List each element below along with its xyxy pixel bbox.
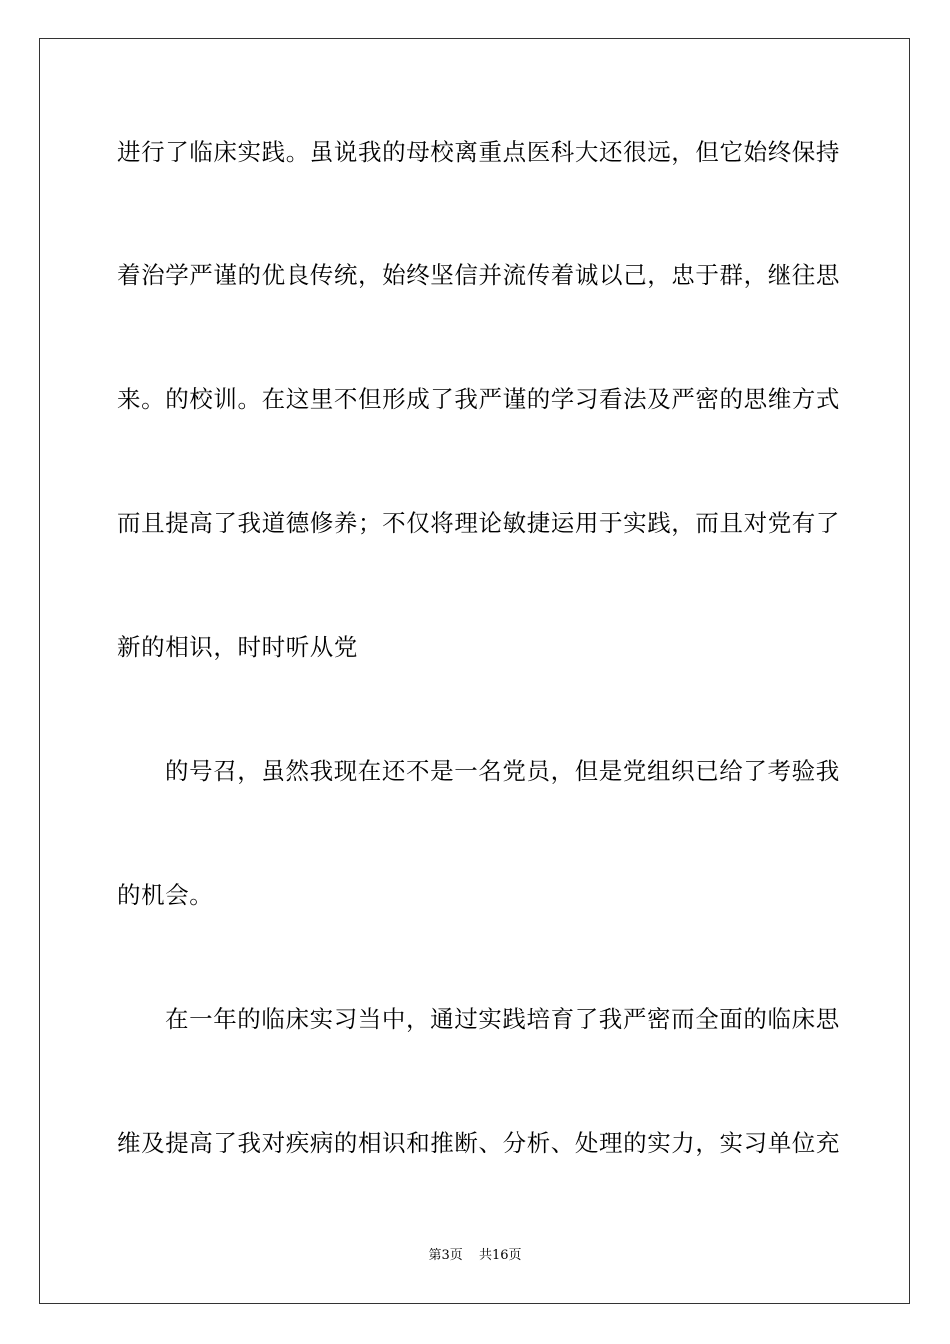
page-total: 共16页	[478, 1248, 522, 1263]
page-footer	[0, 1247, 950, 1265]
page-number: 第3页	[428, 1248, 463, 1263]
body-text-line-1: 进行了临床实践。虽说我的母校离重点医科大还很远，但它始终保持	[117, 138, 840, 166]
body-text-line-2: 着治学严谨的优良传统，始终坚信并流传着诚以己，忠于群，继往思	[117, 261, 840, 289]
page-border	[39, 38, 910, 1304]
body-text-line-6: 的号召，虽然我现在还不是一名党员，但是党组织已给了考验我	[165, 757, 840, 785]
body-text-line-5: 新的相识，时时听从党	[117, 633, 358, 661]
body-text-line-3: 来。的校训。在这里不但形成了我严谨的学习看法及严密的思维方式	[117, 385, 840, 413]
body-text-line-4: 而且提高了我道德修养；不仅将理论敏捷运用于实践，而且对党有了	[117, 509, 840, 537]
body-text-line-9: 维及提高了我对疾病的相识和推断、分析、处理的实力，实习单位充	[117, 1129, 840, 1157]
body-text-line-8: 在一年的临床实习当中，通过实践培育了我严密而全面的临床思	[165, 1005, 840, 1033]
body-text-line-7: 的机会。	[117, 881, 214, 909]
